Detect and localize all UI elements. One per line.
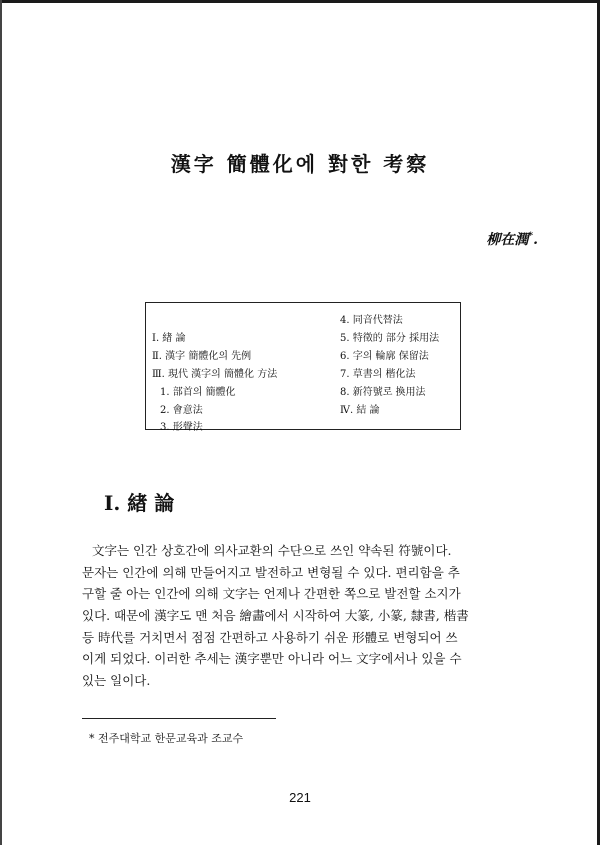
toc-item: 3. 形聲法 (160, 422, 203, 433)
body-line: 이게 되었다. 이러한 추세는 漢字뿐만 아니라 어느 文字에서나 있을 수 (82, 651, 462, 667)
page-number: 221 (289, 790, 311, 805)
toc-item: 7. 草書의 楷化法 (340, 369, 416, 380)
body-line: 등 時代를 거치면서 점점 간편하고 사용하기 쉬운 形體로 변형되어 쓰 (82, 629, 458, 645)
body-line: 구할 줄 아는 인간에 의해 文字는 언제나 간편한 쪽으로 발전할 소지가 (82, 586, 461, 602)
paper-title: 漢字 簡體化에 對한 考察 (170, 152, 430, 176)
body-line: 있는 일이다. (82, 673, 151, 689)
footnote-rule (82, 718, 276, 719)
toc-item: 4. 同音代替法 (340, 315, 403, 326)
author-footnote-mark: * (528, 231, 534, 242)
page-border-top (0, 0, 600, 3)
body-line: 문자는 인간에 의해 만들어지고 발전하고 변형될 수 있다. 편리함을 추 (82, 564, 460, 580)
toc-item: Ⅰ. 緖 論 (152, 333, 186, 344)
page-border-left (0, 0, 2, 845)
table-of-contents (145, 302, 461, 433)
toc-item: 2. 會意法 (160, 405, 203, 416)
section-heading: Ⅰ. 緖 論 (104, 491, 175, 515)
toc-item: 1. 部首의 簡體化 (160, 387, 236, 398)
toc-item: 6. 字의 輪廓 保留法 (340, 351, 429, 362)
body-line: 文字는 인간 상호간에 의사교환의 수단으로 쓰인 약속된 符號이다. (92, 543, 452, 558)
toc-item: Ⅲ. 現代 漢字의 簡體化 方法 (152, 369, 278, 380)
toc-item: Ⅱ. 漢字 簡體化의 先例 (152, 351, 252, 362)
toc-item: Ⅳ. 結 論 (340, 405, 380, 416)
body-line: 있다. 때문에 漢字도 맨 처음 繪畵에서 시작하여 大篆, 小篆, 隸書, 楷書 (82, 608, 469, 624)
author (486, 229, 538, 249)
toc-item: 5. 特徵的 部分 採用法 (340, 333, 440, 344)
author-trail: . (533, 232, 538, 248)
footnote: * 전주대학교 한문교육과 조교수 (89, 732, 244, 745)
body-paragraph (82, 540, 522, 692)
toc-item: 8. 新符號로 換用法 (340, 387, 426, 398)
author-name: 柳在潤 (486, 232, 529, 248)
